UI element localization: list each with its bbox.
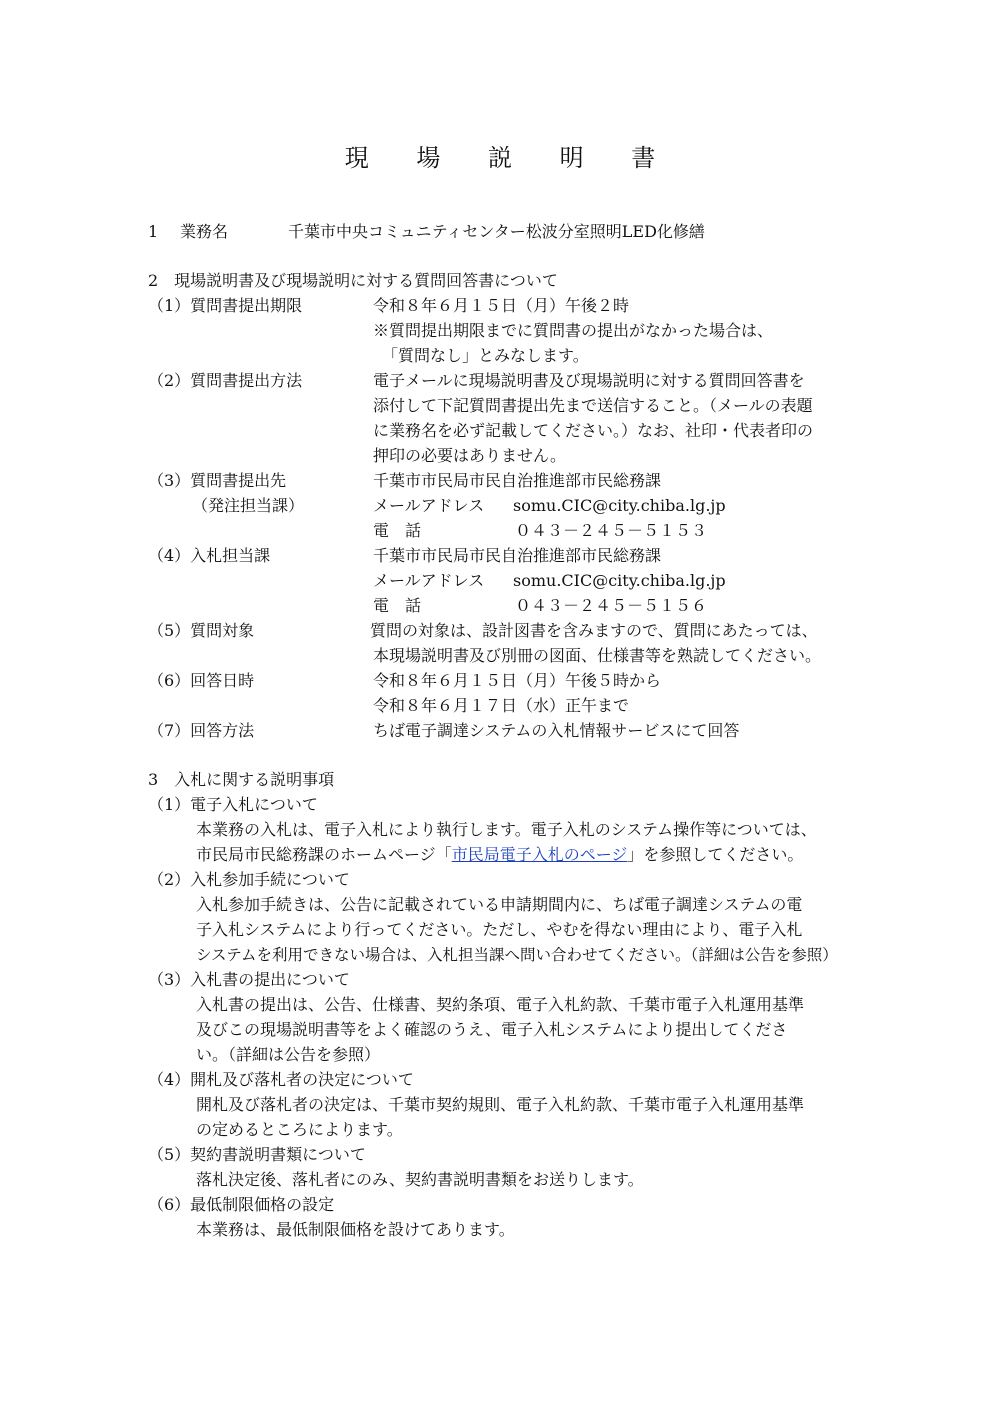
- s3-item5-label: （5）契約書説明書類について: [148, 1145, 366, 1164]
- s3-item1-line1: 本業務の入札は、電子入札により執行します。電子入札のシステム操作等については、: [196, 820, 817, 839]
- s2-item3-dept: 千葉市市民局市民自治推進部市民総務課: [373, 471, 662, 490]
- s3-item6-label: （6）最低制限価格の設定: [148, 1195, 335, 1214]
- s3-item3-line1: 入札書の提出は、公告、仕様書、契約条項、電子入札約款、千葉市電子入札運用基準: [196, 995, 805, 1014]
- s3-item6-line1: 本業務は、最低制限価格を設けてあります。: [196, 1220, 515, 1239]
- s3-item1-line2-before: 市民局市民総務課のホームページ「: [196, 845, 452, 864]
- s2-item3-mail: somu.CIC@city.chiba.lg.jp: [513, 496, 726, 515]
- s2-item3-mail-label: メールアドレス: [373, 496, 485, 515]
- s2-item5-line2: 本現場説明書及び別冊の図面、仕様書等を熟読してください。: [373, 646, 822, 665]
- s2-item4-mail: somu.CIC@city.chiba.lg.jp: [513, 571, 726, 590]
- s2-item1-line2: ※質問提出期限までに質問書の提出がなかった場合は、: [373, 321, 774, 340]
- s2-item5-label: （5）質問対象: [148, 621, 255, 640]
- s2-item3-tel: ０４３－２４５－５１５３: [515, 521, 708, 540]
- s3-item1-label: （1）電子入札について: [148, 795, 318, 814]
- s3-item2-line1: 入札参加手続きは、公告に記載されている申請期間内に、ちば電子調達システムの電: [196, 895, 803, 914]
- s2-item2-line2: 添付して下記質問書提出先まで送信すること。（メールの表題: [373, 396, 813, 415]
- section-1-label: 業務名: [180, 222, 229, 241]
- s2-item5-line1: 質問の対象は、設計図書を含みますので、質問にあたっては、: [370, 621, 818, 640]
- s3-item2-line3: システムを利用できない場合は、入札担当課へ問い合わせてください。（詳細は公告を参照）: [196, 946, 838, 964]
- s3-item5-line1: 落札決定後、落札者にのみ、契約書説明書類をお送りします。: [196, 1170, 644, 1189]
- s3-item3-label: （3）入札書の提出について: [148, 970, 350, 989]
- s3-item2-line2: 子入札システムにより行ってください。ただし、やむを得ない理由により、電子入札: [196, 920, 803, 939]
- section-2-heading: 2 現場説明書及び現場説明に対する質問回答書について: [148, 271, 558, 290]
- s2-item2-line1: 電子メールに現場説明書及び現場説明に対する質問回答書を: [373, 371, 805, 390]
- s3-item4-label: （4）開札及び落札者の決定について: [148, 1070, 414, 1089]
- e-bidding-page-link[interactable]: 市民局電子入札のページ: [451, 845, 628, 864]
- s2-item2-label: （2）質問書提出方法: [148, 371, 303, 390]
- s3-item4-line2: の定めるところによります。: [196, 1120, 403, 1139]
- s2-item6-label: （6）回答日時: [148, 671, 255, 690]
- s2-item7-label: （7）回答方法: [148, 721, 255, 740]
- s2-item2-line3: に業務名を必ず記載してください。）なお、社印・代表者印の: [373, 421, 814, 440]
- s3-item1-line2: [196, 845, 803, 865]
- s2-item1-line3: 「質問なし」とみなします。: [382, 346, 589, 365]
- s2-item3-sublabel: （発注担当課）: [192, 496, 305, 515]
- section-1-value: 千葉市中央コミュニティセンター松波分室照明LED化修繕: [288, 222, 705, 241]
- s2-item1-line1: 令和８年６月１５日（月）午後２時: [373, 296, 630, 315]
- s3-item3-line2: 及びこの現場説明書等をよく確認のうえ、電子入札システムにより提出してくださ: [196, 1020, 788, 1039]
- section-3-heading: 3 入札に関する説明事項: [148, 770, 335, 789]
- section-1-number: 1: [148, 222, 159, 241]
- s2-item4-label: （4）入札担当課: [148, 546, 271, 565]
- s3-item1-line2-after: 」を参照してください。: [627, 845, 804, 864]
- s2-item3-label: （3）質問書提出先: [148, 471, 287, 490]
- s2-item2-line4: 押印の必要はありません。: [373, 446, 566, 465]
- s2-item4-tel-label: 電 話: [373, 596, 422, 615]
- s2-item4-dept: 千葉市市民局市民自治推進部市民総務課: [373, 546, 662, 565]
- s2-item1-label: （1）質問書提出期限: [148, 296, 303, 315]
- s2-item3-tel-label: 電 話: [373, 521, 422, 540]
- s3-item3-line3: い。（詳細は公告を参照）: [196, 1045, 381, 1064]
- s2-item6-line1: 令和８年６月１５日（月）午後５時から: [373, 671, 662, 690]
- s2-item7-line1: ちば電子調達システムの入札情報サービスにて回答: [373, 721, 740, 740]
- s3-item2-label: （2）入札参加手続について: [148, 870, 350, 889]
- page-title: 現 場 説 明 書: [344, 144, 676, 172]
- s3-item4-line1: 開札及び落札者の決定は、千葉市契約規則、電子入札約款、千葉市電子入札運用基準: [196, 1095, 805, 1114]
- s2-item4-tel: ０４３－２４５－５１５６: [515, 596, 708, 615]
- s2-item6-line2: 令和８年６月１７日（水）正午まで: [373, 696, 630, 715]
- s2-item4-mail-label: メールアドレス: [373, 571, 485, 590]
